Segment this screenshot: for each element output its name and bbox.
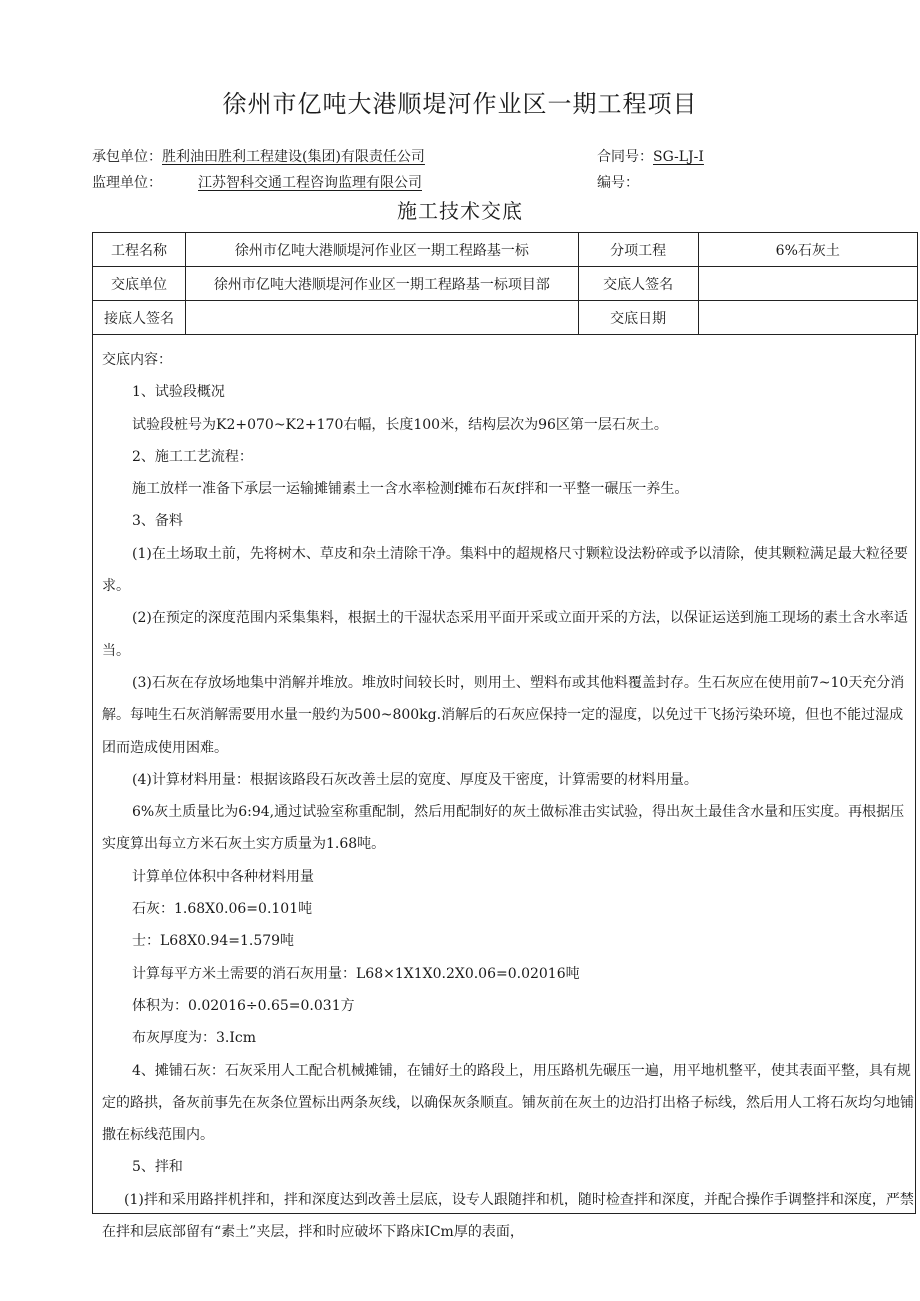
calc-line-3: 士：L68X0.94=1.579吨 [132,933,295,950]
section-2-title: 2、施工工艺流程： [132,448,253,465]
date-value[interactable] [698,301,917,335]
table-row [93,267,918,301]
project-name-label: 工程名称 [93,233,186,267]
issuer-sign-value[interactable] [698,267,917,301]
section-5-title: 5、拌和 [132,1159,183,1176]
contract-no-label: 合同号： [597,149,653,165]
section-2-text: 施工放样一准备下承层一运输摊铺素土一含水率检测f摊布石灰f拌和一平整一碾压一养生。 [132,481,689,498]
calc-line-5: 体积为：0.02016÷0.65=0.031方 [132,997,355,1014]
section-1-text: 试验段桩号为K2+070~K2+170右幅，长度100米，结构层次为96区第一层石灰土。 [132,416,668,433]
calc-line-4: 计算每平方米土需要的消石灰用量：L68×1X1X0.2X0.06=0.02016吨 [132,965,580,982]
calc-line-1: 计算单位体积中各种材料用量 [132,868,314,885]
supervisor-line [92,173,422,193]
sub-project-value: 6%石灰土 [698,233,917,267]
table-row [93,233,918,267]
calc-line-2: 石灰：1.68X0.06=0.101吨 [132,901,313,918]
section-4: 4、摊铺石灰：石灰采用人工配合机械摊铺，在铺好土的路段上，用压路机先碾压一遍，用平地机整平，使其表面平整，具有规定的路拱，备灰前事先在灰条位置标出两条灰线，以确保灰条顺直。铺灰前在灰土的边沿打出格子标线，然后用人工将石灰均匀地铺撒在标线范围内。 [102,1062,914,1144]
paragraph-5: 6%灰土质量比为6:94,通过试验室称重配制，然后用配制好的灰土做标准击实试验，得出灰土最佳含水量和压实度。再根据压实度算出每立方米石灰土实方质量为1.68吨。 [102,804,905,853]
contractor-line [92,147,425,167]
contract-no-line [597,147,704,167]
page-title: 徐州市亿吨大港顺堤河作业区一期工程项目 [222,90,698,118]
supervisor-value: 江苏智科交通工程咨询监理有限公司 [198,175,422,191]
date-label: 交底日期 [578,301,698,335]
supervisor-label: 监理单位： [92,175,162,191]
table-row [93,301,918,335]
section-5-paragraph-1: (1)拌和采用路拌机拌和，拌和深度达到改善土层底，设专人跟随拌和机，随时检查拌和深度，并配合操作手调整拌和深度，严禁在拌和层底部留有“素土”夹层，拌和时应破坏下路床ICm厚的表面， [102,1191,914,1241]
content-intro: 交底内容： [102,352,172,368]
issuer-unit-value: 徐州市亿吨大港顺堤河作业区一期工程路基一标项目部 [185,267,578,301]
serial-label: 编号： [597,175,639,191]
contractor-label: 承包单位： [92,149,162,165]
calc-line-6: 布灰厚度为：3.Icm [132,1030,257,1047]
contractor-value: 胜利油田胜利工程建设(集团)有限责任公司 [162,149,425,165]
info-table [92,232,918,335]
content-body [102,344,914,1248]
sub-project-label: 分项工程 [578,233,698,267]
issuer-sign-label: 交底人签名 [578,267,698,301]
contract-no-value: SG-LJ-I [653,149,704,165]
paragraph-2: (2)在预定的深度范围内采集集料，根据土的干湿状态采用平面开采或立面开采的方法，以保证运送到施工现场的素土含水率适当。 [102,610,908,659]
receiver-sign-value[interactable] [185,301,578,335]
project-name-value: 徐州市亿吨大港顺堤河作业区一期工程路基一标 [185,233,578,267]
receiver-sign-label: 接底人签名 [93,301,186,335]
paragraph-3: (3)石灰在存放场地集中消解并堆放。堆放时间较长时，则用土、塑料布或其他料覆盖封存。生石灰应在使用前7~10天充分消解。每吨生石灰消解需要用水量一般约为500~800kg.消解后的石灰应保持一定的湿度，以免过干飞扬污染环境，但也不能过湿成团而造成使用困难。 [102,674,905,756]
serial-line [597,173,639,193]
issuer-unit-label: 交底单位 [93,267,186,301]
section-1-title: 1、试验段概况 [132,384,225,401]
paragraph-1: (1)在土场取土前，先将树木、草皮和杂土清除干净。集料中的超规格尺寸颗粒设法粉碎或予以清除，使其颗粒满足最大粒径要求。 [102,545,908,595]
paragraph-4: (4)计算材料用量：根据该路段石灰改善土层的宽度、厚度及干密度，计算需要的材料用量。 [132,771,698,788]
document-subtitle: 施工技术交底 [397,199,523,223]
section-3-title: 3、备料 [132,513,183,530]
